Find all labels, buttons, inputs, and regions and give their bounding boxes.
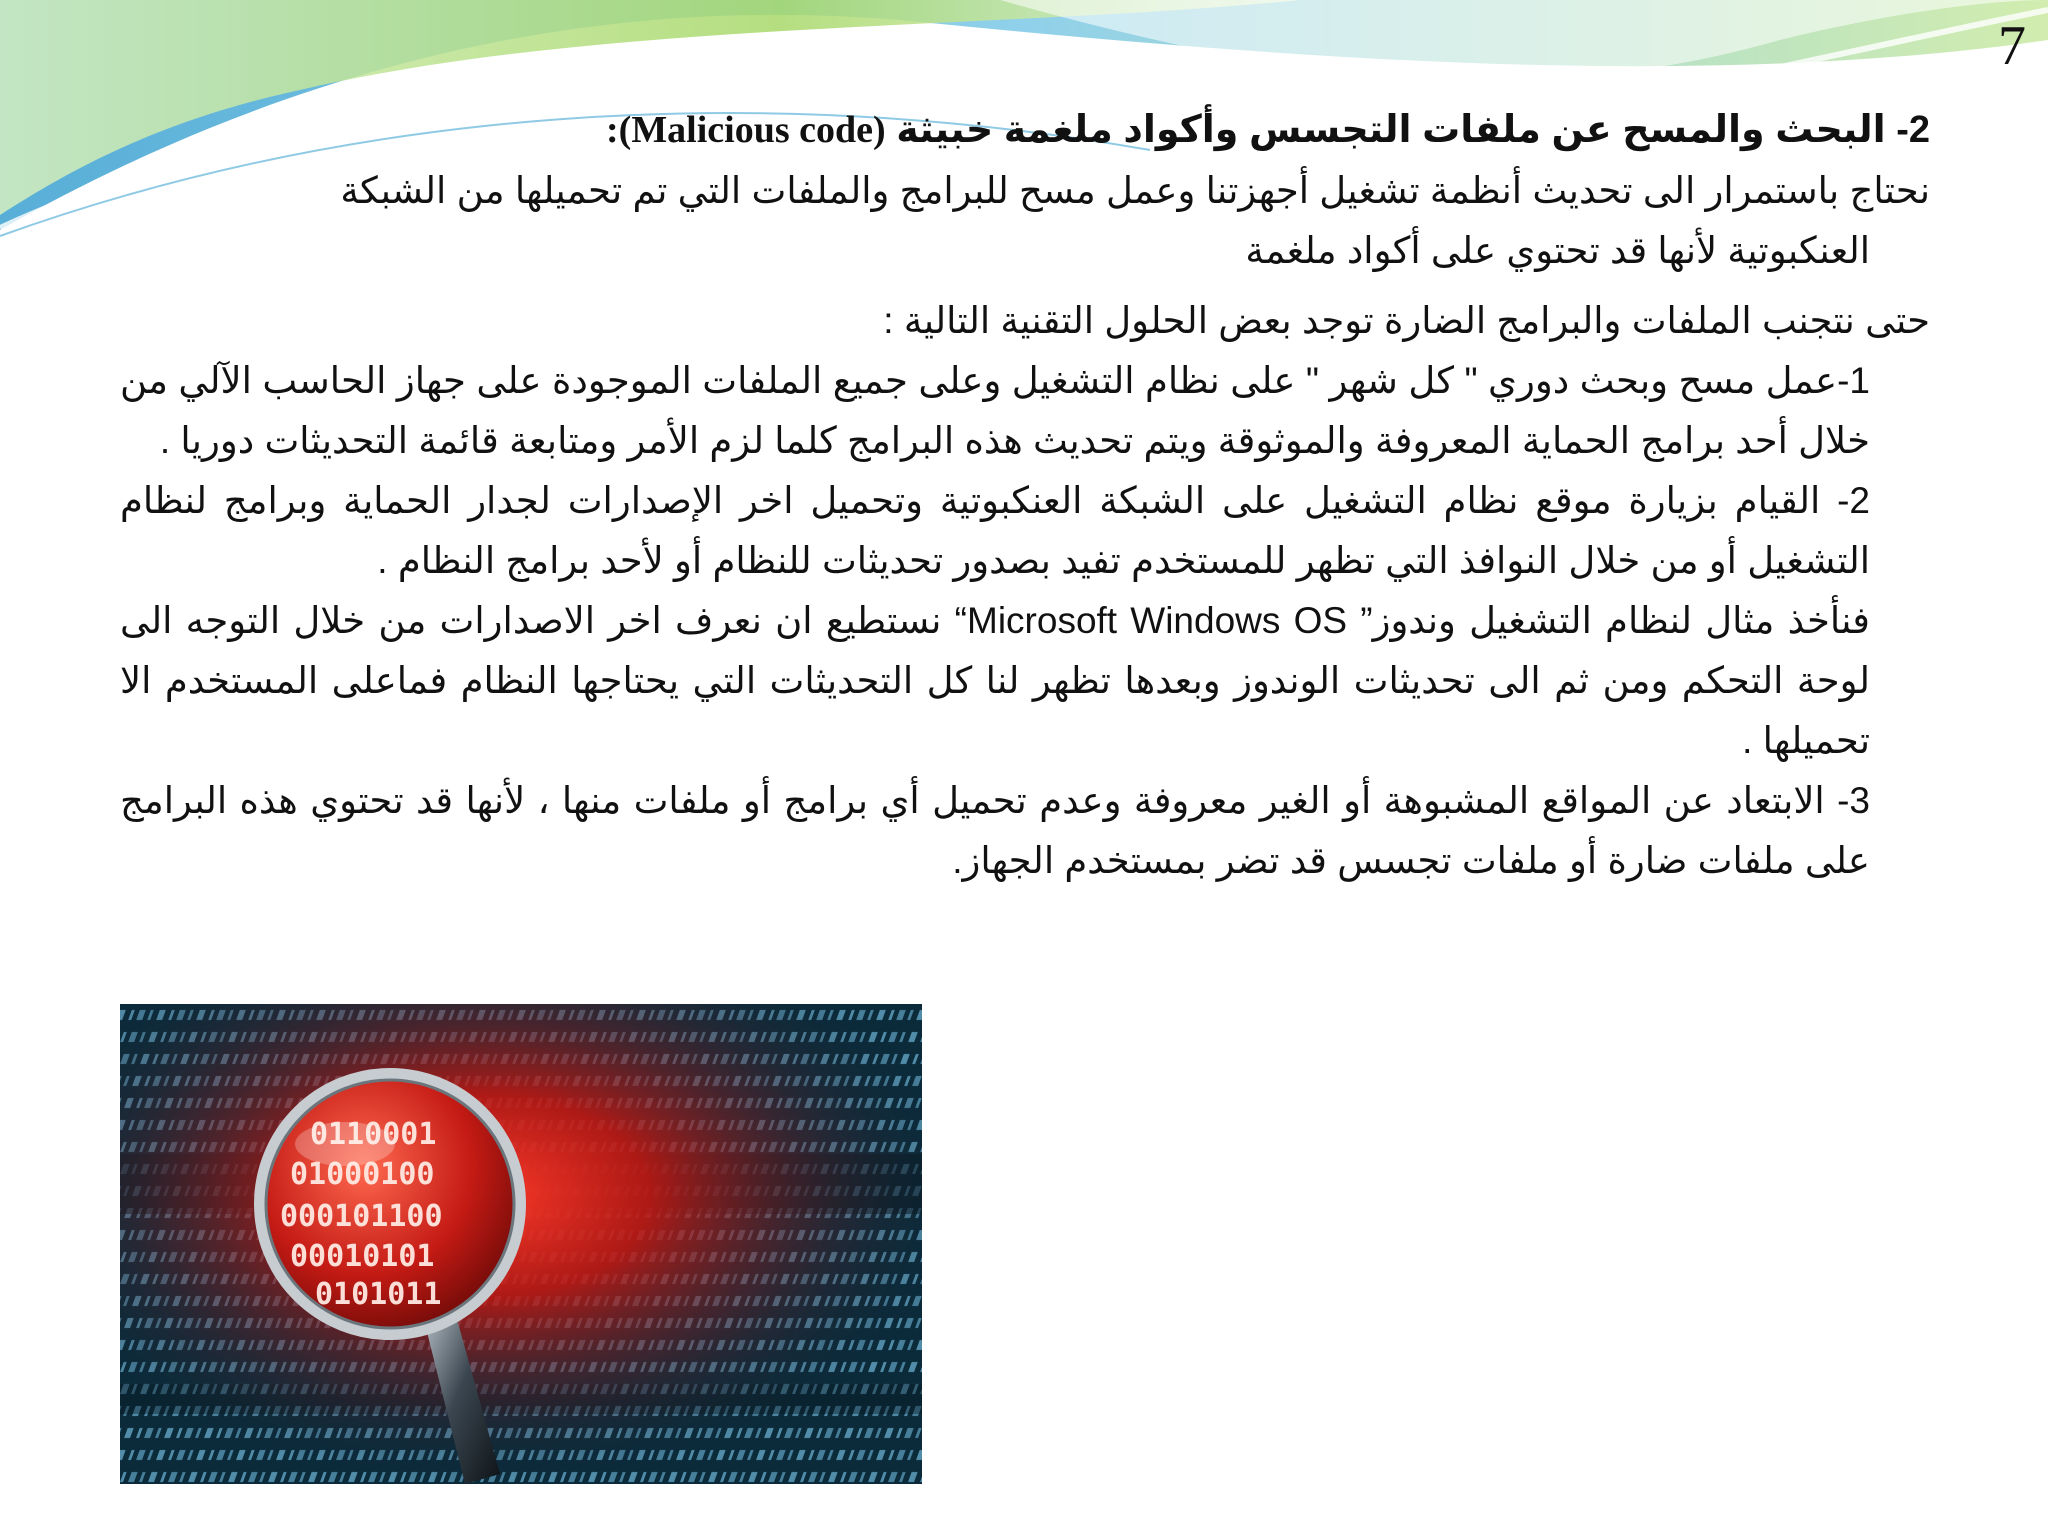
magnifier-binary-icon: [120, 1004, 922, 1484]
page-number: 7: [1998, 15, 2026, 77]
lens-binary-line: 0101011: [315, 1277, 442, 1312]
lens-binary-line: 0110001: [310, 1117, 437, 1152]
lens-binary-line: 01000100: [290, 1157, 435, 1192]
slide-heading: [120, 106, 1930, 155]
list-item: 1-عمل مسح وبحث دوري " كل شهر " على نظام التشغيل وعلى جميع الملفات الموجودة على جهاز الحاسب الآلي من خلال أحد برامج الحماية المعروفة والموثوقة ويتم تحديث هذه البرامج كلما لزم الأمر ومتابعة قائمة التحديثات دوريا .: [120, 360, 1870, 462]
solutions-list: [120, 351, 1870, 891]
heading-text: 2- البحث والمسح عن ملفات التجسس وأكواد ملغمة خبيثة: [896, 109, 1930, 151]
lens-binary-line: 000101100: [280, 1199, 443, 1234]
slide-content: [120, 96, 1930, 891]
intro-line-1: نحتاج باستمرار الى تحديث أنظمة تشغيل أجهزتنا وعمل مسح للبرامج والملفات التي تم تحميلها من الشبكة: [340, 170, 1930, 212]
lens-binary-line: 00010101: [290, 1239, 435, 1274]
intro-line-2: العنكبوتية لأنها قد تحتوي على أكواد ملغمة: [1245, 230, 1870, 272]
magnifier-binary-image: [120, 1004, 922, 1484]
heading-latin: (Malicious code):: [606, 109, 886, 151]
list-item: فنأخذ مثال لنظام التشغيل وندوز” Microsoft Windows OS“ نستطيع ان نعرف اخر الاصدارات من خلال التوجه الى لوحة التحكم ومن ثم الى تحديثات الوندوز وبعدها تظهر لنا كل التحديثات التي يحتاجها النظام فماعلى المستخدم الا تحميلها .: [120, 600, 1870, 762]
list-item: 3- الابتعاد عن المواقع المشبوهة أو الغير معروفة وعدم تحميل أي برامج أو ملفات منها ، لأنها قد تحتوي هذه البرامج على ملفات ضارة أو ملفات تجسس قد تضر بمستخدم الجهاز.: [120, 780, 1870, 882]
intro-solutions: حتى نتجنب الملفات والبرامج الضارة توجد بعض الحلول التقنية التالية :: [883, 300, 1930, 342]
list-item: 2- القيام بزيارة موقع نظام التشغيل على الشبكة العنكبوتية وتحميل اخر الإصدارات لجدار الحماية وبرامج لنظام التشغيل أو من خلال النوافذ التي تظهر للمستخدم تفيد بصدور تحديثات للنظام أو لأحد برامج النظام .: [120, 480, 1870, 582]
